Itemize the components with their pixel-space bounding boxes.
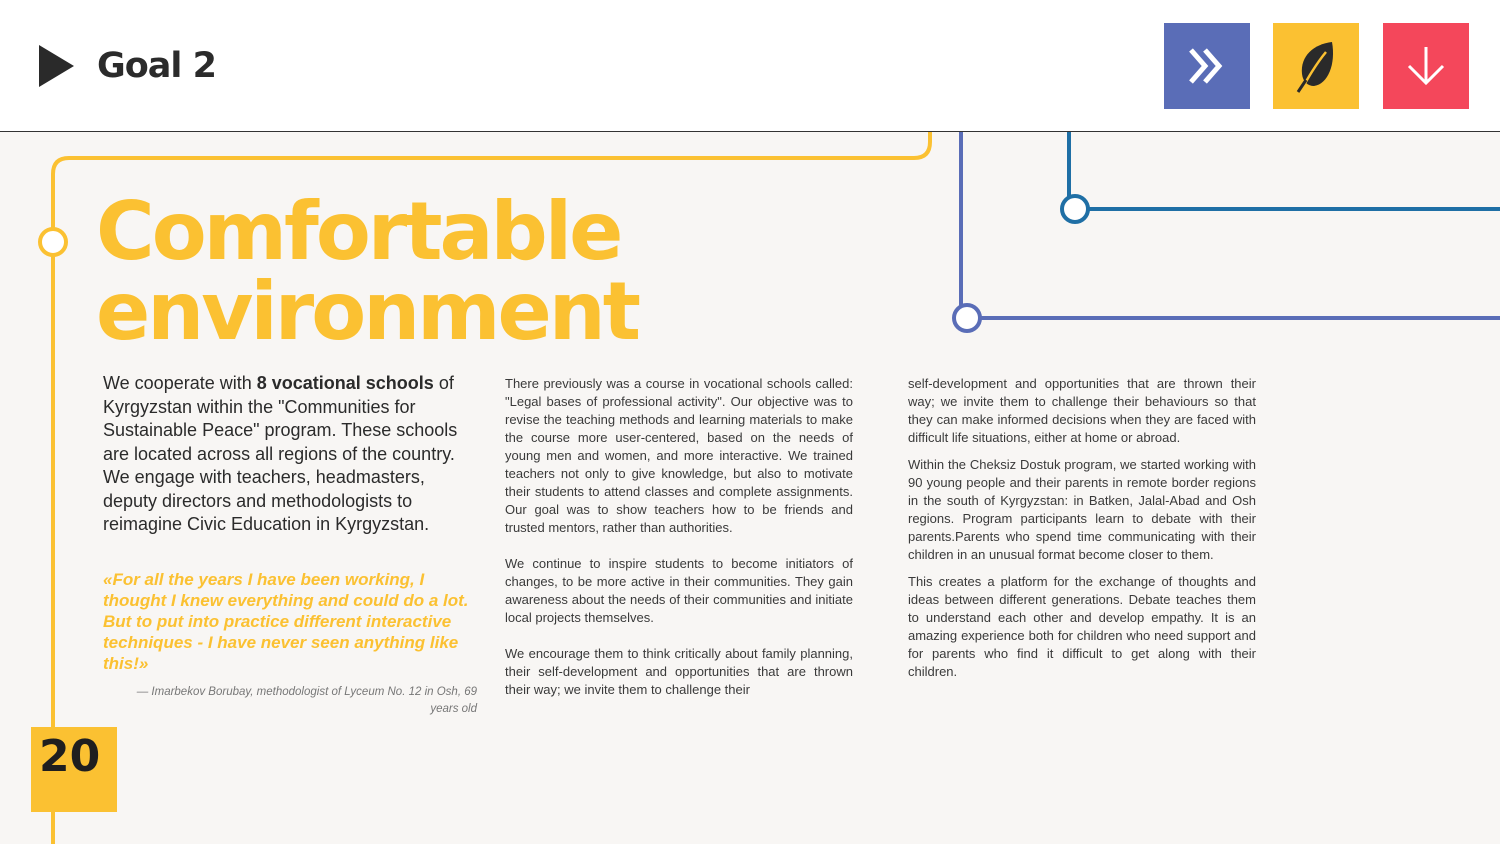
body-paragraph: This creates a platform for the exchange of thoughts and ideas between different generations. Debate teaches them to understand each other and develop empathy. It is an amazing experience both for children who need support and for parents who find it difficult to get along with their children. bbox=[908, 574, 1256, 679]
body-paragraph: We encourage them to think critically about family planning, their self-development and opportunities that are thrown their way; we invite them to challenge their bbox=[505, 646, 853, 697]
headline-line-2: environment bbox=[96, 265, 638, 358]
intro-paragraph bbox=[103, 372, 463, 537]
body-paragraph: self-development and opportunities that are thrown their way; we invite them to challenge their behaviours so that they can make informed decisions when they are faced with difficult life situations, either at home or abroad. bbox=[908, 376, 1256, 445]
body-paragraph: There previously was a course in vocational schools called: "Legal bases of professional activity". Our objective was to revise the teaching methods and learning materials to make the course more user-centered, based on the needs of young men and women, and more interactive. We trained teachers not only to give knowledge, but also to motivate their students to attend classes and complete assignments. Our goal was to show teachers how to be friends and trusted mentors, rather than authorities. bbox=[505, 376, 853, 535]
text-column-3 bbox=[908, 375, 1256, 681]
headline-line-1: Comfortable bbox=[96, 185, 621, 278]
body-paragraph: Within the Cheksiz Dostuk program, we started working with 90 young people and their parents in remote border regions in the south of Kyrgyzstan: in Batken, Jalal-Abad and Osh regions. Program participants learn to debate with their parents.Parents who spend time communicating with their children in an unusual format become closer to them. bbox=[908, 457, 1256, 562]
text-column-2 bbox=[505, 375, 853, 699]
goal-title: Goal 2 bbox=[97, 46, 216, 86]
intro-text-start: We cooperate with bbox=[103, 373, 257, 393]
page-number: 20 bbox=[39, 731, 101, 782]
pull-quote: «For all the years I have been working, I thought I knew everything and could do a lot. But to put into practice different interactive techniques - I have never seen anything like this!» bbox=[103, 570, 469, 673]
headline bbox=[96, 185, 638, 358]
page-number-badge bbox=[31, 727, 117, 812]
intro-highlight: 8 vocational schools bbox=[256, 373, 434, 393]
body-paragraph: We continue to inspire students to become initiators of changes, to be more active in their communities. They gain awareness about the needs of their communities and initiate local projects themselves. bbox=[505, 556, 853, 625]
intro-text-end: of Kyrgyzstan within the "Communities for Sustainable Peace" program. These schools are located across all regions of the country. We engage with teachers, headmasters, deputy directors and methodologists to reimagine Civic Education in Kyrgyzstan. bbox=[103, 373, 458, 534]
quote-attribution: — Imarbekov Borubay, methodologist of Lyceum No. 12 in Osh, 69 years old bbox=[136, 686, 477, 715]
